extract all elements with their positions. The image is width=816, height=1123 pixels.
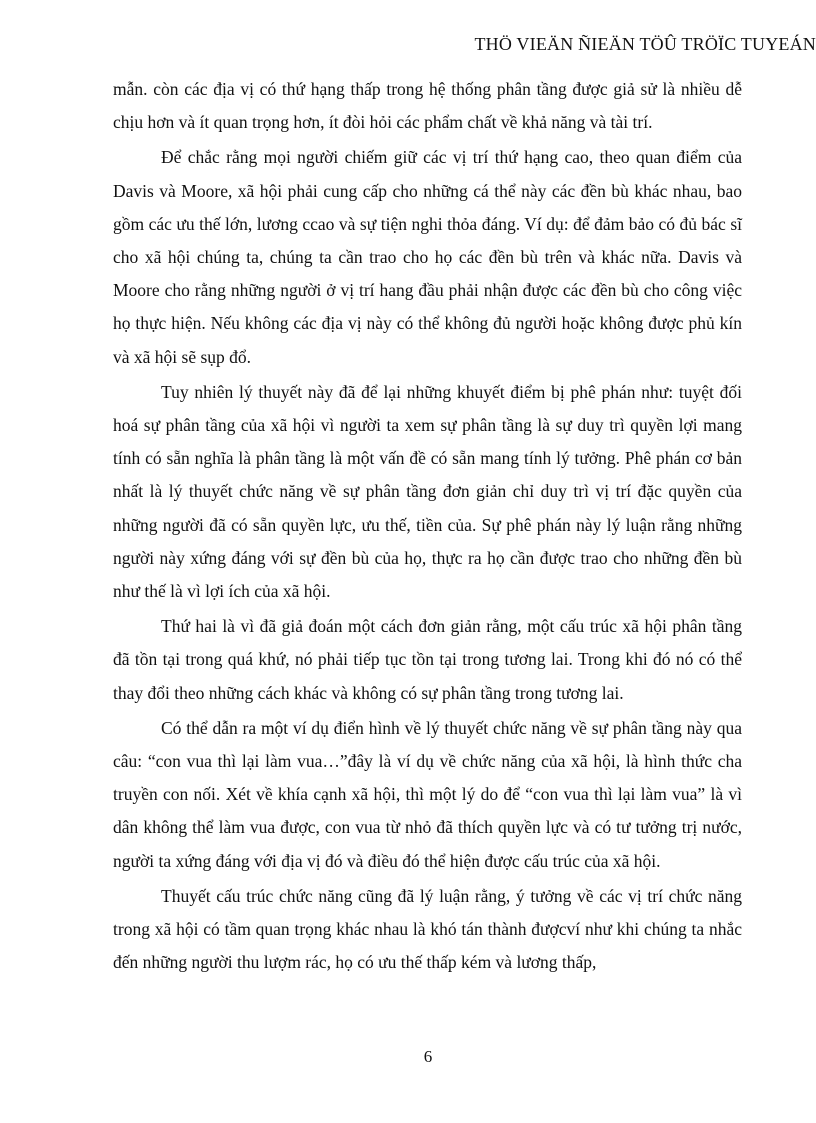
paragraph-3: Tuy nhiên lý thuyết này đã để lại những khuyết điểm bị phê phán như: tuyệt đối hoá sự phân tầng của xã hội vì người ta xem sự phân tầng là sự duy trì quyền lợi mang tính có sẵn nghĩa là phân tầng là một vấn đề có sẵn mang tính lý tưởng. Phê phán cơ bản nhất là lý thuyết chức năng về sự phân tầng đơn giản chỉ duy trì vị trí đặc quyền của những người đã có sẵn quyền lực, ưu thế, tiền của. Sự phê phán này lý luận rằng những người này xứng đáng với sự đền bù của họ, thực ra họ cần được trao cho những đền bù như thế là vì lợi ích của xã hội.: [113, 381, 742, 602]
page-number: 6: [423, 1047, 433, 1066]
body-text: [113, 73, 742, 979]
running-header: THÖ VIEÄN ÑIEÄN TÖÛ TRÖÏC TUYEÁN: [474, 34, 816, 54]
paragraph-6: Thuyết cấu trúc chức năng cũng đã lý luận rằng, ý tưởng về các vị trí chức năng trong xã hội có tầm quan trọng khác nhau là khó tán thành đượcví như khi chúng ta nhắc đến những người thu lượm rác, họ có ưu thế thấp kém và lương thấp,: [113, 885, 742, 973]
paragraph-2: Để chắc rằng mọi người chiếm giữ các vị trí thứ hạng cao, theo quan điểm của Davis và Moore, xã hội phải cung cấp cho những cá thể này các đền bù khác nhau, bao gồm các ưu thế lớn, lương ccao và sự tiện nghi thỏa đáng. Ví dụ: để đảm bảo có đủ bác sĩ cho xã hội chúng ta, chúng ta cần trao cho họ các đền bù trên và khác nữa. Davis và Moore cho rằng những người ở vị trí hang đầu phải nhận được các đền bù cho công việc họ thực hiện. Nếu không các địa vị này có thể không đủ người hoặc không được phủ kín và xã hội sẽ sụp đổ.: [113, 147, 742, 367]
paragraph-4: Thứ hai là vì đã giả đoán một cách đơn giản rằng, một cấu trúc xã hội phân tầng đã tồn tại trong quá khứ, nó phải tiếp tục tồn tại trong tương lai. Trong khi đó nó có thể thay đổi theo những cách khác và không có sự phân tầng trong tương lai.: [113, 616, 742, 703]
paragraph-5: Có thể dẫn ra một ví dụ điển hình về lý thuyết chức năng về sự phân tầng này qua câu: “con vua thì lại làm vua…”đây là ví dụ về chức năng của xã hội, là hình thức cha truyền con nối. Xét về khía cạnh xã hội, thì một lý do để “con vua thì lại làm vua” là vì dân không thể làm vua được, con vua từ nhỏ đã thích quyền lực và có tư tưởng trị nước, người ta xứng đáng với địa vị đó và điều đó thể hiện được cấu trúc của xã hội.: [113, 717, 742, 871]
paragraph-1: mẫn. còn các địa vị có thứ hạng thấp trong hệ thống phân tầng được giả sử là nhiều dễ chịu hơn và ít quan trọng hơn, ít đòi hỏi các phẩm chất về khả năng và tài trí.: [113, 79, 742, 133]
